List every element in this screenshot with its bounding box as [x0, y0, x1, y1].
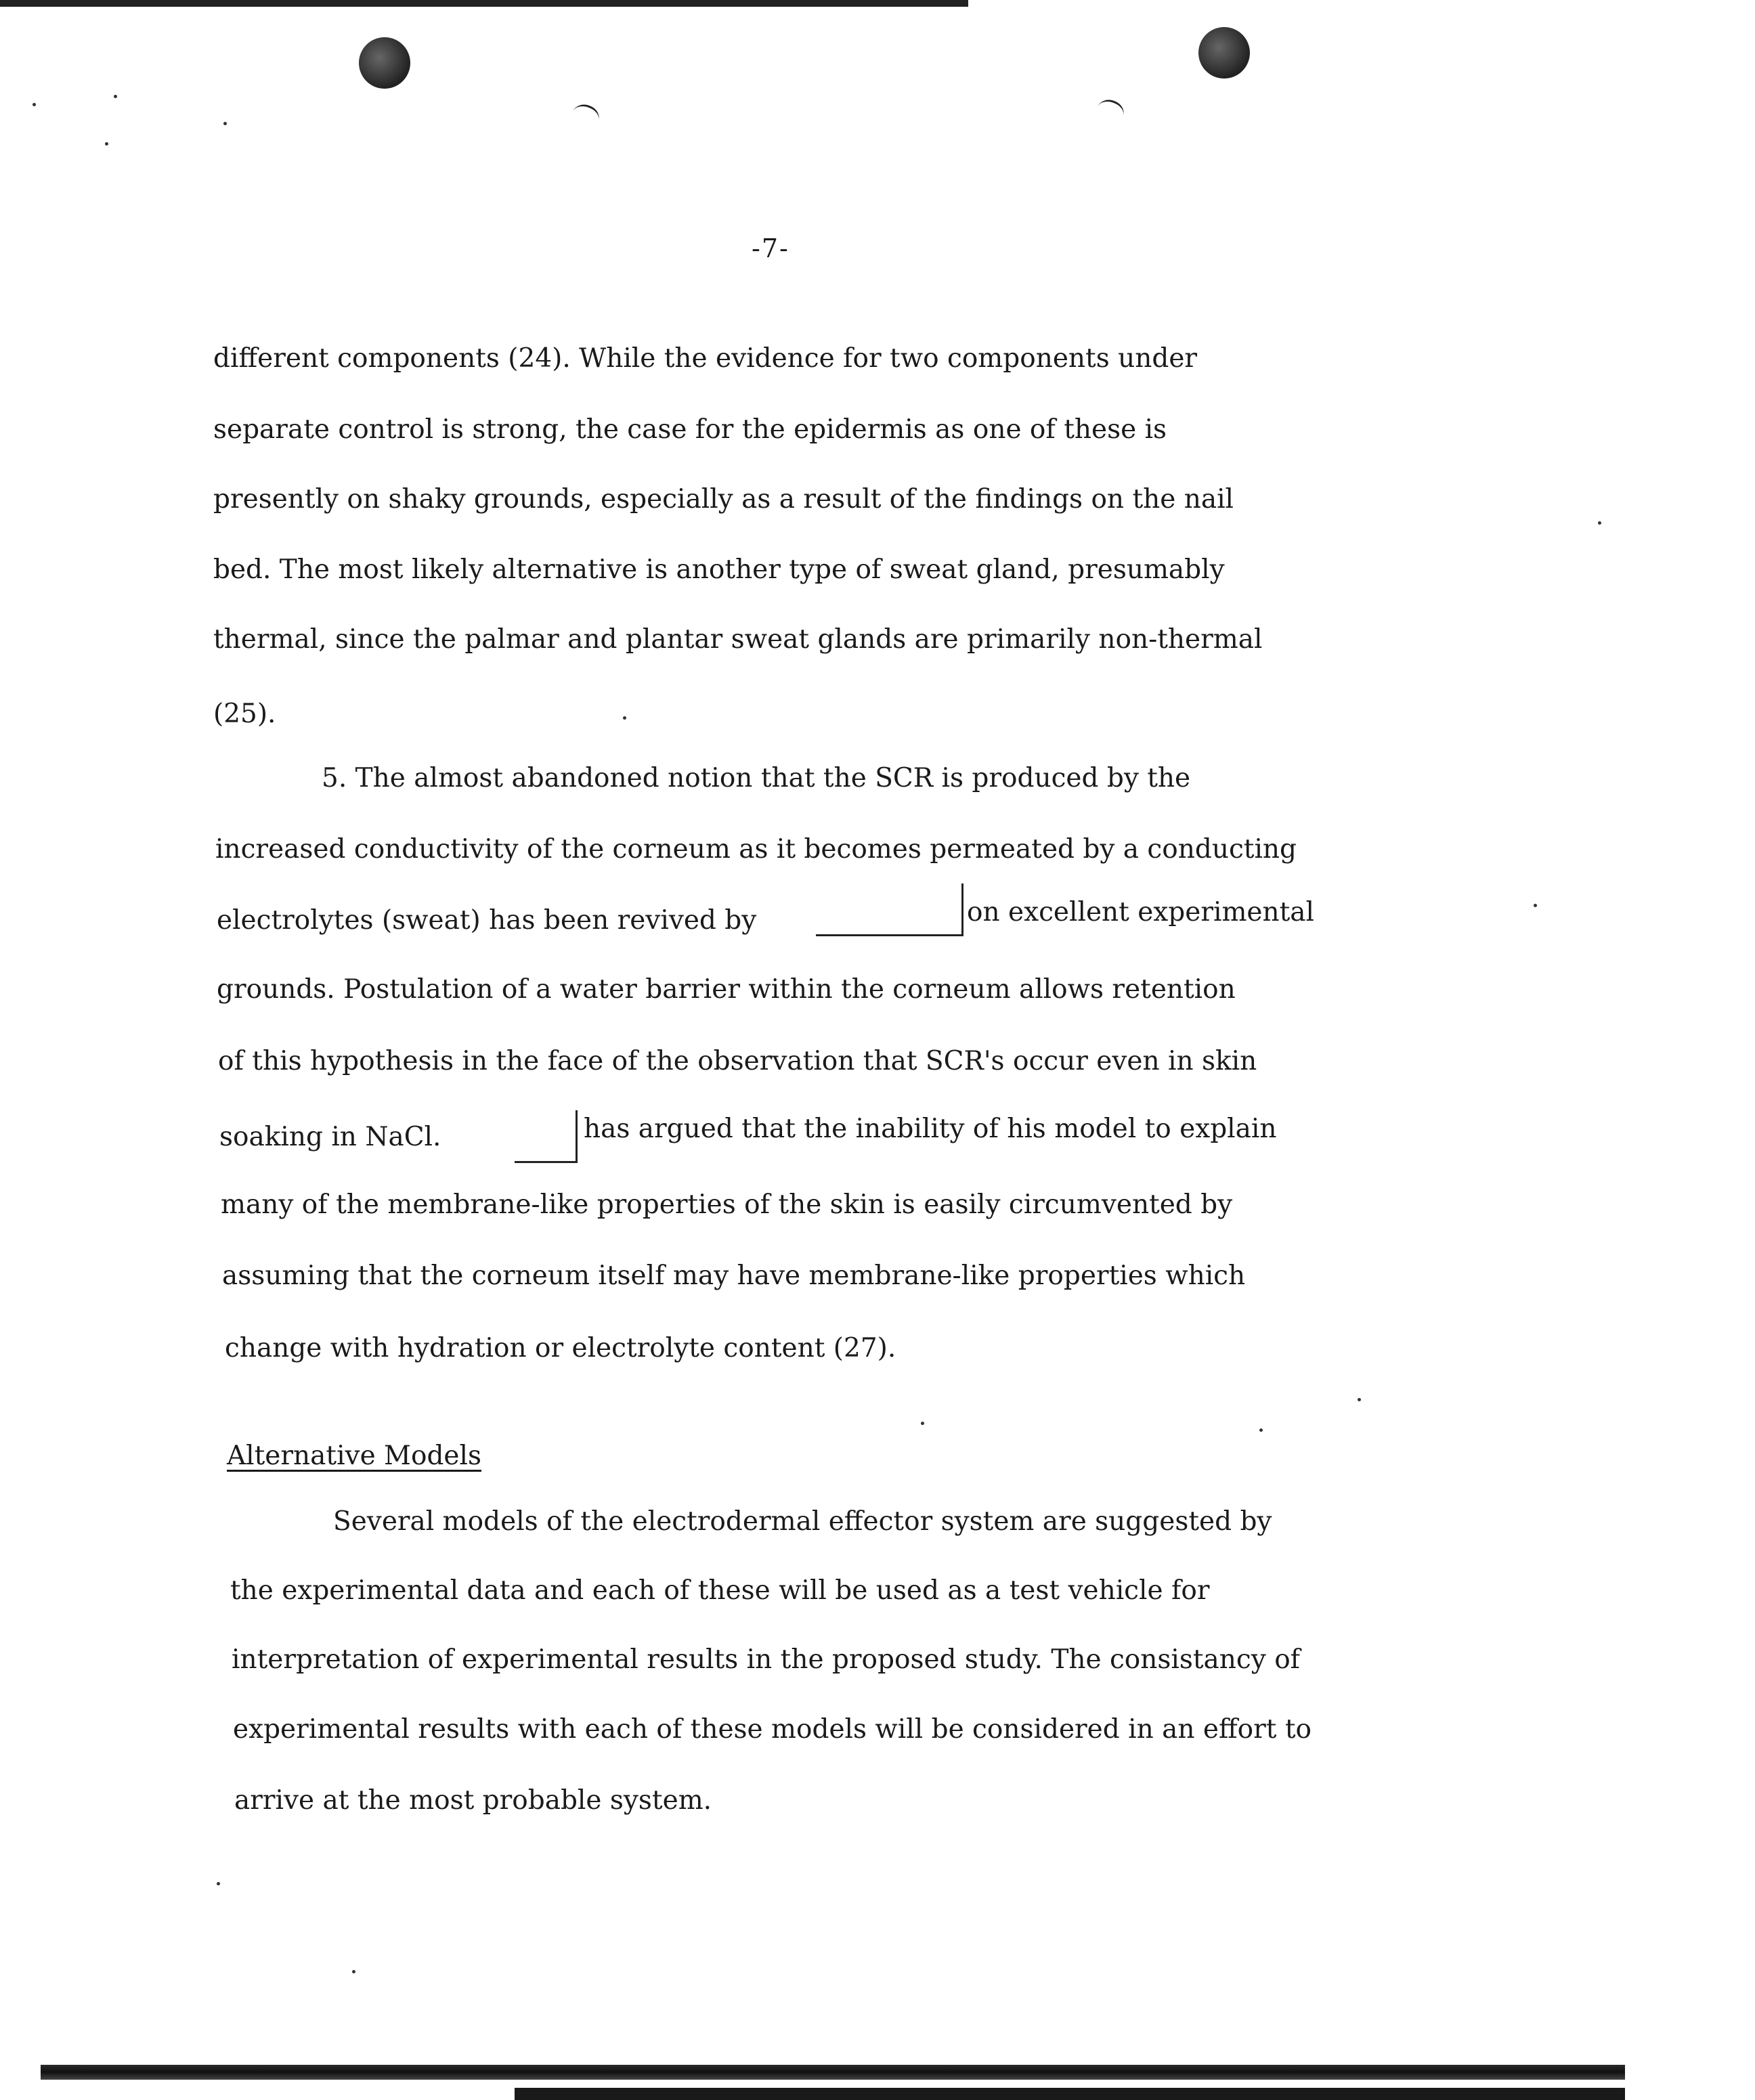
scan-speck — [1259, 1428, 1263, 1432]
scan-speck — [105, 142, 108, 146]
scan-speck — [223, 122, 227, 125]
scan-edge-top — [0, 0, 968, 7]
text-line: increased conductivity of the corneum as it becomes permeated by a conducting — [215, 834, 1297, 865]
text-line: interpretation of experimental results in the proposed study. The consistancy of — [232, 1644, 1301, 1675]
scan-speck — [623, 716, 626, 720]
text-line: on excellent experimental — [967, 897, 1315, 927]
text-line: thermal, since the palmar and plantar sweat glands are primarily non-thermal — [213, 624, 1263, 655]
text-line: the experimental data and each of these will be used as a test vehicle for — [230, 1575, 1210, 1606]
scan-speck — [217, 1882, 220, 1885]
scan-speck — [352, 1970, 355, 1973]
text-line: separate control is strong, the case for the epidermis as one of these is — [213, 414, 1167, 445]
text-line: arrive at the most probable system. — [234, 1785, 712, 1816]
text-line: 5. The almost abandoned notion that the SCR is produced by the — [322, 763, 1191, 793]
text-line: presently on shaky grounds, especially as a result of the findings on the nail — [213, 484, 1234, 515]
text-line: bed. The most likely alternative is another type of sweat gland, presumably — [213, 554, 1225, 585]
scan-speck — [1598, 521, 1601, 525]
scan-mark — [1094, 96, 1127, 127]
text-line: Several models of the electrodermal effector system are suggested by — [333, 1506, 1272, 1537]
punch-hole-left — [359, 37, 410, 89]
punch-hole-right — [1198, 27, 1250, 79]
scan-speck — [1358, 1398, 1361, 1401]
redaction-box — [816, 883, 963, 936]
redaction-box — [515, 1110, 578, 1163]
text-line: many of the membrane-like properties of the skin is easily circumvented by — [221, 1189, 1233, 1220]
text-line: of this hypothesis in the face of the observation that SCR's occur even in skin — [218, 1046, 1257, 1076]
text-line: (25). — [213, 699, 276, 729]
text-line: electrolytes (sweat) has been revived by — [217, 905, 757, 936]
text-line: different components (24). While the evidence for two components under — [213, 343, 1198, 374]
text-line: grounds. Postulation of a water barrier within the corneum allows retention — [217, 974, 1236, 1005]
section-heading: Alternative Models — [227, 1441, 482, 1471]
scan-speck — [1534, 904, 1537, 907]
page-number: -7- — [752, 234, 789, 263]
text-line: has argued that the inability of his model to explain — [584, 1114, 1277, 1144]
text-line: assuming that the corneum itself may have membrane-like properties which — [222, 1261, 1246, 1291]
text-line: soaking in NaCl. — [219, 1122, 441, 1152]
scan-mark — [569, 101, 603, 131]
text-line: change with hydration or electrolyte content (27). — [225, 1333, 896, 1363]
text-line: experimental results with each of these models will be considered in an effort to — [233, 1714, 1312, 1745]
scan-speck — [32, 103, 36, 106]
scan-edge-bottom — [515, 2088, 1625, 2100]
scan-speck — [114, 95, 117, 98]
scan-speck — [921, 1422, 924, 1425]
scan-edge-bottom — [41, 2065, 1625, 2080]
